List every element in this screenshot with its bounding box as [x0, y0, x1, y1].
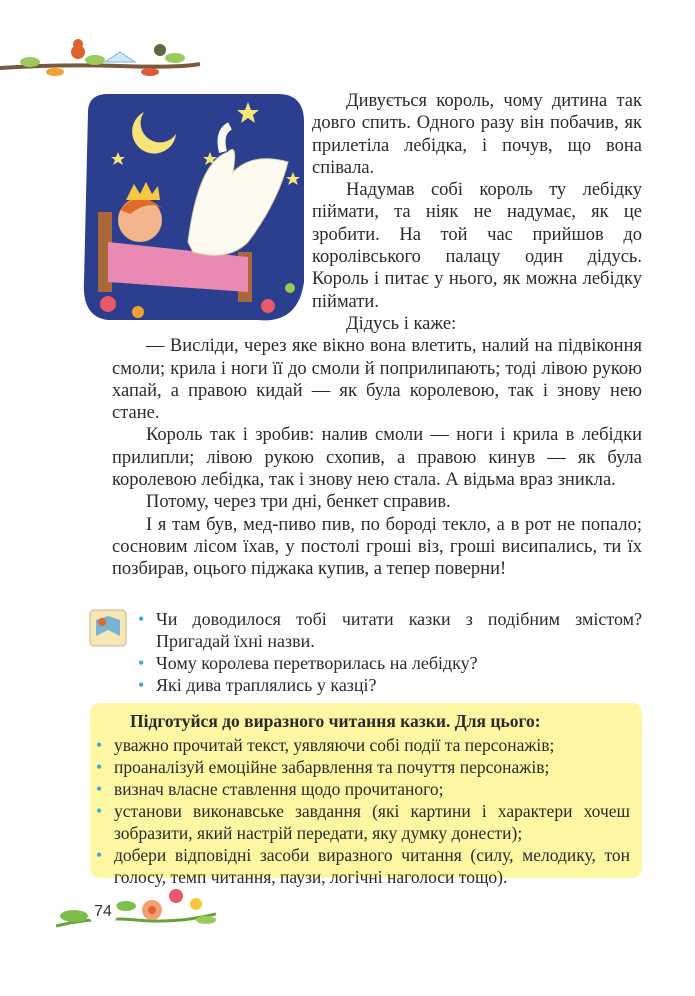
question-item: • Чому королева перетворилась на лебідку?	[132, 652, 642, 674]
question-item: • Які дива траплялись у казці?	[132, 674, 642, 696]
page-number: 74	[88, 898, 118, 926]
task-title: Підготуйся до виразного читання казки. Для цього:	[130, 711, 541, 731]
task-list	[90, 734, 630, 888]
task-item: • добери відповідні засоби виразного читання (силу, мелодику, тон голосу, темп читання, паузи, логічні наголоси тощо).	[90, 844, 630, 888]
story-paragraph: — Висліди, через яке вікно вона влетить, налий на підвіконня смоли; крила і ноги її до смоли й поприлипають; тоді лівою рукою хапай, а правою кидай — як була королевою, так і знову нею стане.	[112, 336, 642, 424]
task-item: • установи виконавське завдання (які картини і характери хочеш зобразити, який настрій передати, яку думку донести);	[90, 800, 630, 844]
task-item: • проаналізуй емоційне забарвлення та почуття персонажів;	[90, 756, 630, 778]
reading-task-box	[90, 703, 642, 887]
story-text	[112, 90, 642, 581]
question-item: • Чи доводилося тобі читати казки з подібним змістом? Пригадай їхні назви.	[132, 608, 642, 652]
questions-list	[132, 608, 642, 696]
story-paragraph: Дідусь і каже:	[346, 313, 457, 334]
story-paragraph: Надумав собі король ту лебідку піймати, та ніяк не надумає, як це зробити. На той час прийшов до королівського палацу один дідусь. Король і питає у нього, як можна лебідку піймати.	[312, 180, 642, 312]
story-paragraph: І я там був, мед-пиво пив, по бороді текло, а в рот не попало; сосновим лісом їхав, у постолі гроші віз, гроші висипались, ти їх позбирав, оцього піджака купив, а тепер поверни!	[112, 514, 642, 580]
task-item: • уважно прочитай текст, уявляючи собі події та персонажів;	[90, 734, 630, 756]
story-paragraph: Потому, через три дні, бенкет справив.	[146, 492, 451, 513]
questions-book-icon	[88, 608, 128, 648]
branch-birds-decoration	[0, 38, 200, 84]
story-paragraph: Король так і зробив: налив смоли — ноги і крила в лебідки прилипли; лівою рукою схопив, а правою кинув — як була королевою лебідка, так і знову нею стала. А відьма враз зникла.	[112, 425, 642, 491]
task-item: • визнач власне ставлення щодо прочитаного;	[90, 778, 630, 800]
flower-footer-decoration	[56, 876, 216, 934]
story-paragraph: Дивується король, чому дитина так довго спить. Одного разу він побачив, як прилетіла лебідка, і почув, що вона співала.	[312, 91, 642, 178]
